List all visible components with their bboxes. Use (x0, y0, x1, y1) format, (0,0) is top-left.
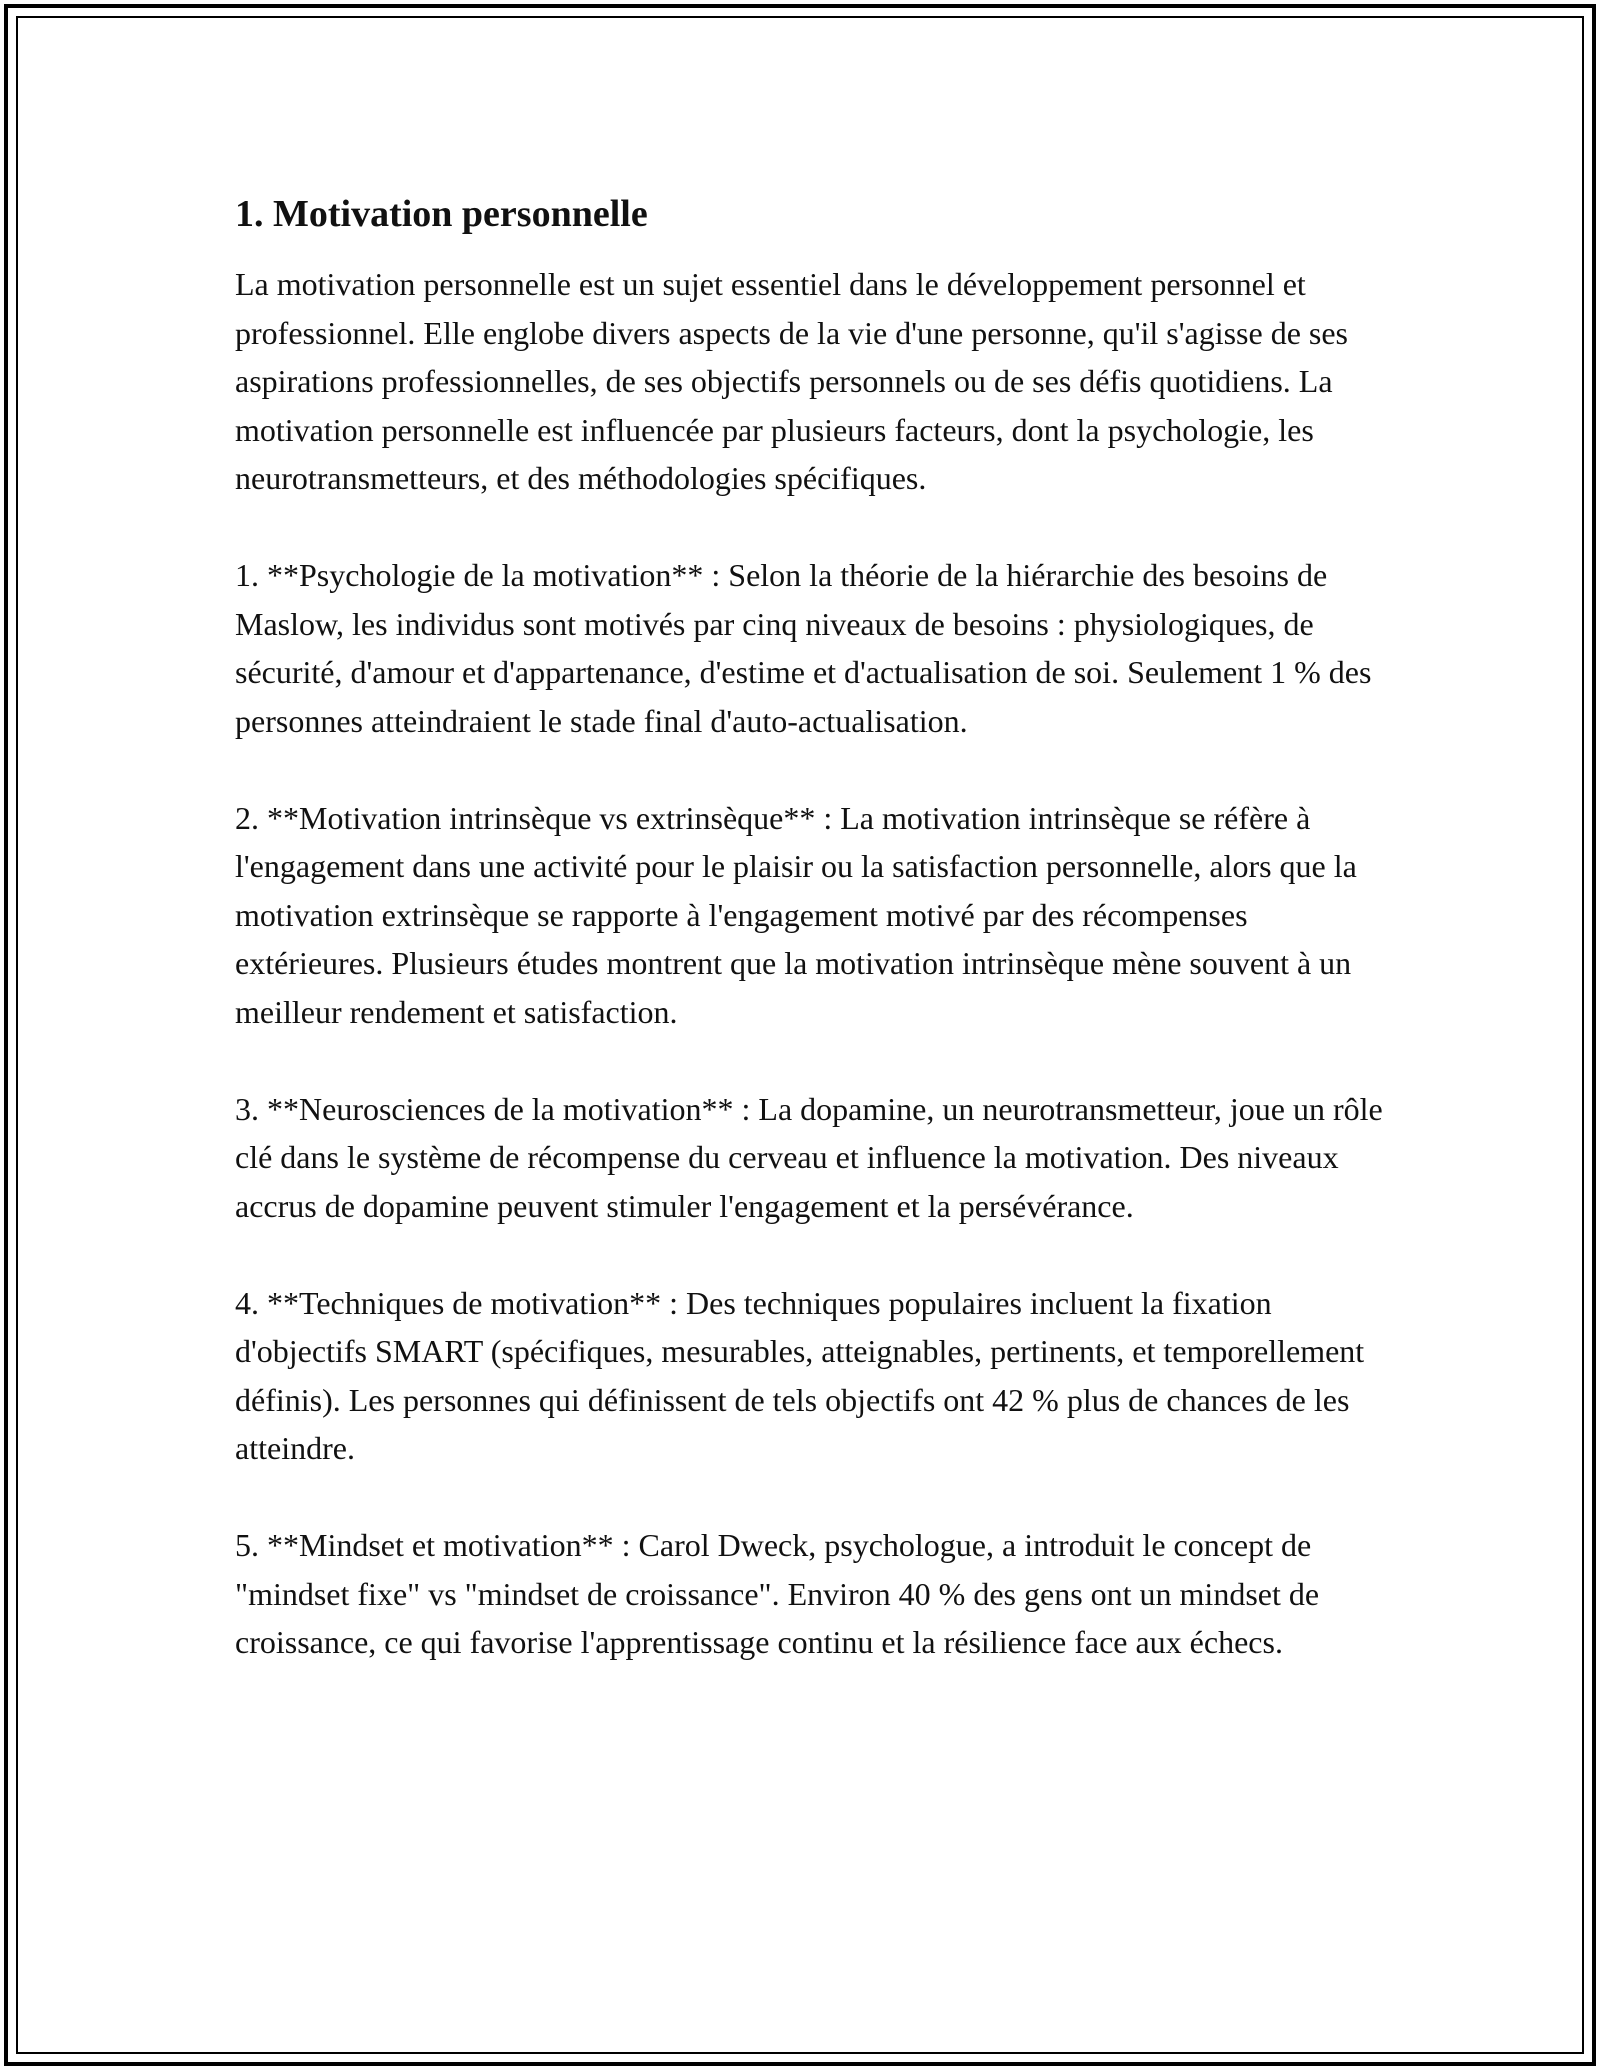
document-body (235, 188, 1395, 1715)
point-neuroscience: 3. **Neurosciences de la motivation** : La dopamine, un neurotransmetteur, joue un rôle clé dans le système de récompense du cerveau et influence la motivation. Des niveaux accrus de dopamine peuvent stimuler l'engagement et la persévérance. (235, 1090, 1383, 1224)
point-techniques: 4. **Techniques de motivation** : Des techniques populaires incluent la fixation d'objectifs SMART (spécifiques, mesurables, atteignables, pertinents, et temporellement définis). Les personnes qui définissent de tels objectifs ont 42 % plus de chances de les atteindre. (235, 1284, 1365, 1466)
intro-paragraph: La motivation personnelle est un sujet essentiel dans le développement personnel et professionnel. Elle englobe divers aspects de la vie d'une personne, qu'il s'agisse de ses aspirations professionnelles, de ses objectifs personnels ou de ses défis quotidiens. La motivation personnelle est influencée par plusieurs facteurs, dont la psychologie, les neurotransmetteurs, et des méthodologies spécifiques. (235, 266, 1348, 496)
section-title: 1. Motivation personnelle (235, 193, 648, 235)
point-mindset: 5. **Mindset et motivation** : Carol Dweck, psychologue, a introduit le concept de "mindset fixe" vs "mindset de croissance". Environ 40 % des gens ont un mindset de croissance, ce qui favorise l'apprentissage continu et la résilience face aux échecs. (235, 1527, 1320, 1660)
point-psychology: 1. **Psychologie de la motivation** : Selon la théorie de la hiérarchie des besoins de Maslow, les individus sont motivés par cinq niveaux de besoins : physiologiques, de sécurité, d'amour et d'appartenance, d'estime et d'actualisation de soi. Seulement 1 % des personnes atteindraient le stade final d'auto-actualisation. (235, 557, 1372, 739)
point-intrinsic-extrinsic: 2. **Motivation intrinsèque vs extrinsèque** : La motivation intrinsèque se réfère à l'engagement dans une activité pour le plaisir ou la satisfaction personnelle, alors que la motivation extrinsèque se rapporte à l'engagement motivé par des récompenses extérieures. Plusieurs études montrent que la motivation intrinsèque mène souvent à un meilleur rendement et satisfaction. (235, 799, 1357, 1030)
